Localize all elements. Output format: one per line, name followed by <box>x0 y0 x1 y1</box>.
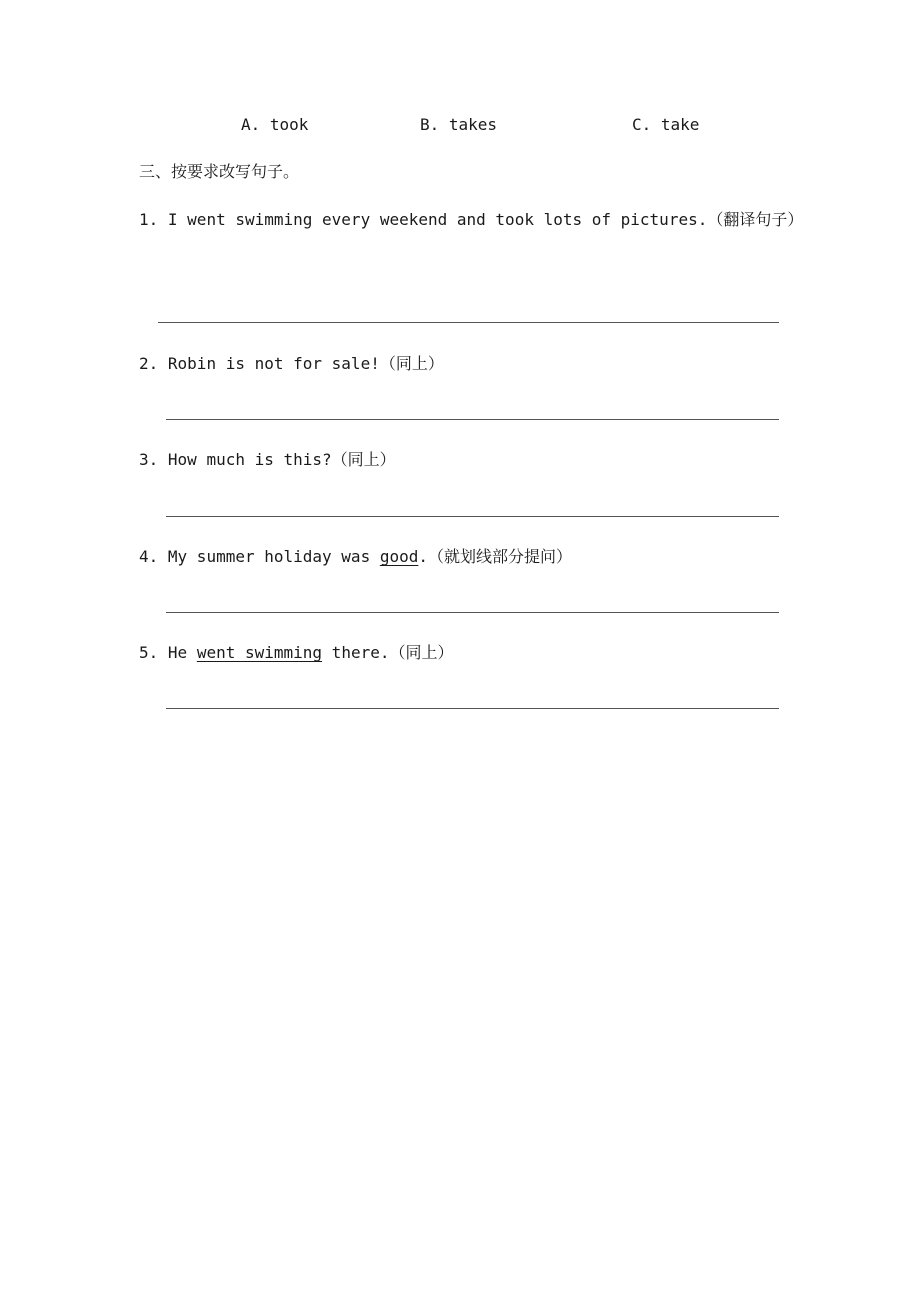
question-number: 4. <box>139 547 159 566</box>
answer-line-3[interactable] <box>166 516 779 517</box>
underlined-phrase: went swimming <box>196 643 323 662</box>
option-b: B. takes <box>420 115 498 134</box>
question-text-pre: My summer holiday was <box>167 547 380 566</box>
question-5 <box>139 643 454 663</box>
question-text: Robin is not for sale! <box>167 354 380 373</box>
section-heading: 三、按要求改写句子。 <box>139 162 300 181</box>
answer-line-5[interactable] <box>166 708 779 709</box>
question-number: 2. <box>139 354 159 373</box>
question-instruction: （同上） <box>379 354 444 373</box>
question-instruction: （同上） <box>331 450 396 469</box>
option-a: A. took <box>241 115 309 134</box>
answer-line-1[interactable] <box>158 322 779 323</box>
question-number: 5. <box>139 643 159 662</box>
question-number: 1. <box>139 210 159 229</box>
question-4 <box>139 547 572 567</box>
question-text-post: . <box>418 547 428 566</box>
question-instruction: （同上） <box>389 643 454 662</box>
question-2 <box>139 354 444 374</box>
question-text: How much is this? <box>167 450 332 469</box>
answer-line-2[interactable] <box>166 419 779 420</box>
question-text-pre: He <box>167 643 197 662</box>
question-number: 3. <box>139 450 159 469</box>
question-1 <box>139 210 803 230</box>
option-c: C. take <box>632 115 700 134</box>
question-instruction: （翻译句子） <box>707 210 804 229</box>
question-instruction: （就划线部分提问） <box>428 547 573 566</box>
question-3 <box>139 450 396 470</box>
answer-line-4[interactable] <box>166 612 779 613</box>
question-text: I went swimming every weekend and took lots of pictures. <box>167 210 708 229</box>
underlined-word: good <box>379 547 419 566</box>
question-text-post: there. <box>322 643 390 662</box>
